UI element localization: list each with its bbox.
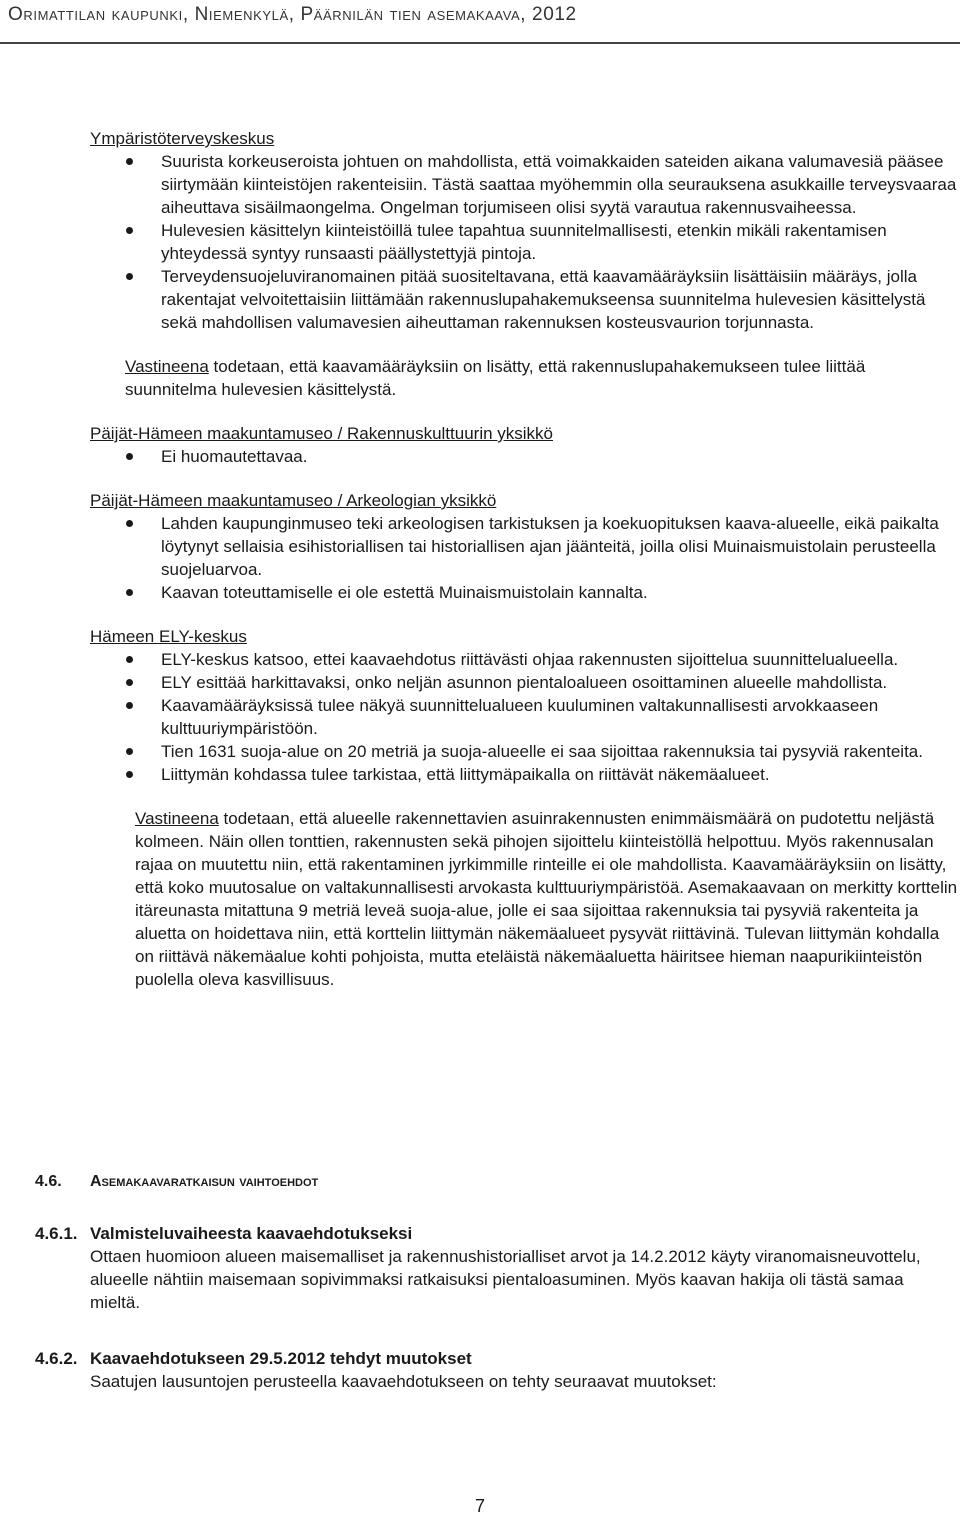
section-ely-keskus <box>90 625 958 991</box>
list-item: Suurista korkeuseroista johtuen on mahdollista, että voimakkaiden sateiden aikana valumavesiä pääsee siirtymään kiinteistöjen rakenteisiin. Tästä saattaa myöhemmin olla seurauksena asukkaille terveysvaaraa aiheuttava sisäilmaongelma. Ongelman torjumiseen olisi syytä varautua rakennusvaiheessa. <box>90 150 958 219</box>
subsection-body: Ottaen huomioon alueen maisemalliset ja rakennushistorialliset arvot ja 14.2.2012 käyty viranomaisneuvottelu, alueelle nähtiin maisemaan sopivimmaksi ratkaisuksi pientaloasuminen. Myös kaavan hakija oli tästä samaa mieltä. <box>90 1247 921 1312</box>
subsection-body: Saatujen lausuntojen perusteella kaavaehdotukseen on tehty seuraavat muutokset: <box>90 1372 717 1391</box>
section-title: Ympäristöterveyskeskus <box>90 129 275 148</box>
running-header: Orimattilan kaupunki, Niemenkylä, Päärnilän tien asemakaava, 2012 <box>8 4 577 25</box>
subsection-4-6-1 <box>35 1222 935 1314</box>
section-ymparistoterveyskeskus <box>90 127 958 401</box>
vastineena-text: todetaan, että alueelle rakennettavien asuinrakennusten enimmäismäärä on pudotettu neljästä kolmeen. Näin ollen tonttien, rakennusten sekä pihojen sijoittelu kiinteistöllä helpottuu. Myös rakennusalan rajaa on muutettu niin, että rakentaminen jyrkimmille rinteille ei ole mahdollista. Kaavamääräyksiin on lisätty, että koko muutosalue on valtakunnallisesti arvokasta kulttuuriympäristöä. Asemakaavaan on merkitty korttelin itäreunasta mitattuna 9 metriä leveä suoja-alue, jolle ei saa sijoittaa rakennuksia tai pysyviä rakenteita ja aluetta on hoidettava niin, että korttelin liittymän näkemäalueet pysyvät riittävinä. Tulevan liittymän kohdalla on riittävä näkemäalue kohti pohjoista, mutta eteläistä näkemäaluetta häiritsee hieman naapurikiinteistön puolella oleva kasvillisuus. <box>135 809 958 989</box>
vastineena-text: todetaan, että kaavamääräyksiin on lisätty, että rakennuslupahakemukseen tulee liittää suunnitelma hulevesien käsittelystä. <box>125 357 866 399</box>
bullet-list <box>90 150 958 334</box>
list-item: Lahden kaupunginmuseo teki arkeologisen tarkistuksen ja koekuopituksen kaava-alueelle, eikä paikalta löytynyt sellaisia esihistoriallisen tai historiallisen ajan jäänteitä, joilla olisi Muinaismuistolain perusteella suojeluarvoa. <box>90 512 958 581</box>
heading-number: 4.6. <box>35 1173 62 1190</box>
subsection-number: 4.6.1. <box>35 1224 78 1243</box>
page-number: 7 <box>474 1496 485 1516</box>
heading-4-6 <box>35 1173 318 1191</box>
list-item: Terveydensuojeluviranomainen pitää suositeltavana, että kaavamääräyksiin lisättäisiin määräys, jolla rakentajat velvoitettaisiin liittämään rakennuslupahakemukseensa suunnitelma hulevesien käsittelystä sekä mahdollisen valumavesien aiheuttaman rakennuksen kosteusvaurion torjunnasta. <box>90 265 958 334</box>
list-item: Ei huomautettavaa. <box>90 445 958 468</box>
subsection-title: Kaavaehdotukseen 29.5.2012 tehdyt muutokset <box>90 1349 472 1368</box>
section-title: Päijät-Hämeen maakuntamuseo / Arkeologian yksikkö <box>90 491 497 510</box>
subsection-title: Valmisteluvaiheesta kaavaehdotukseksi <box>90 1224 413 1243</box>
vastineena-paragraph <box>135 807 958 991</box>
list-item: Liittymän kohdassa tulee tarkistaa, että liittymäpaikalla on riittävät näkemäalueet. <box>90 763 958 786</box>
list-item: ELY-keskus katsoo, ettei kaavaehdotus riittävästi ohjaa rakennusten sijoittelua suunnittelualueella. <box>90 648 958 671</box>
section-title: Päijät-Hämeen maakuntamuseo / Rakennuskulttuurin yksikkö <box>90 424 554 443</box>
bullet-list <box>90 512 958 604</box>
section-arkeologia <box>90 489 958 604</box>
subsection-4-6-2 <box>35 1347 935 1393</box>
section-title: Hämeen ELY-keskus <box>90 627 247 646</box>
list-item: Kaavamääräyksissä tulee näkyä suunnittelualueen kuuluminen valtakunnallisesti arvokkaaseen kulttuuriympäristöön. <box>90 694 958 740</box>
heading-title: Asemakaavaratkaisun vaihtoehdot <box>90 1173 319 1190</box>
list-item: ELY esittää harkittavaksi, onko neljän asunnon pientaloalueen osoittaminen alueelle mahdollista. <box>90 671 958 694</box>
vastineena-label: Vastineena <box>135 809 219 828</box>
header-rule <box>0 42 960 44</box>
subsection-number: 4.6.2. <box>35 1349 78 1368</box>
list-item: Kaavan toteuttamiselle ei ole estettä Muinaismuistolain kannalta. <box>90 581 958 604</box>
section-rakennuskulttuuri <box>90 422 958 468</box>
list-item: Tien 1631 suoja-alue on 20 metriä ja suoja-alueelle ei saa sijoittaa rakennuksia tai pysyviä rakenteita. <box>90 740 958 763</box>
bullet-list <box>90 648 958 786</box>
vastineena-label: Vastineena <box>125 357 209 376</box>
vastineena-paragraph <box>125 355 958 401</box>
bullet-list <box>90 445 958 468</box>
main-content <box>90 127 958 991</box>
list-item: Hulevesien käsittelyn kiinteistöillä tulee tapahtua suunnitelmallisesti, etenkin mikäli rakentamisen yhteydessä syntyy runsaasti päällystettyjä pintoja. <box>90 219 958 265</box>
